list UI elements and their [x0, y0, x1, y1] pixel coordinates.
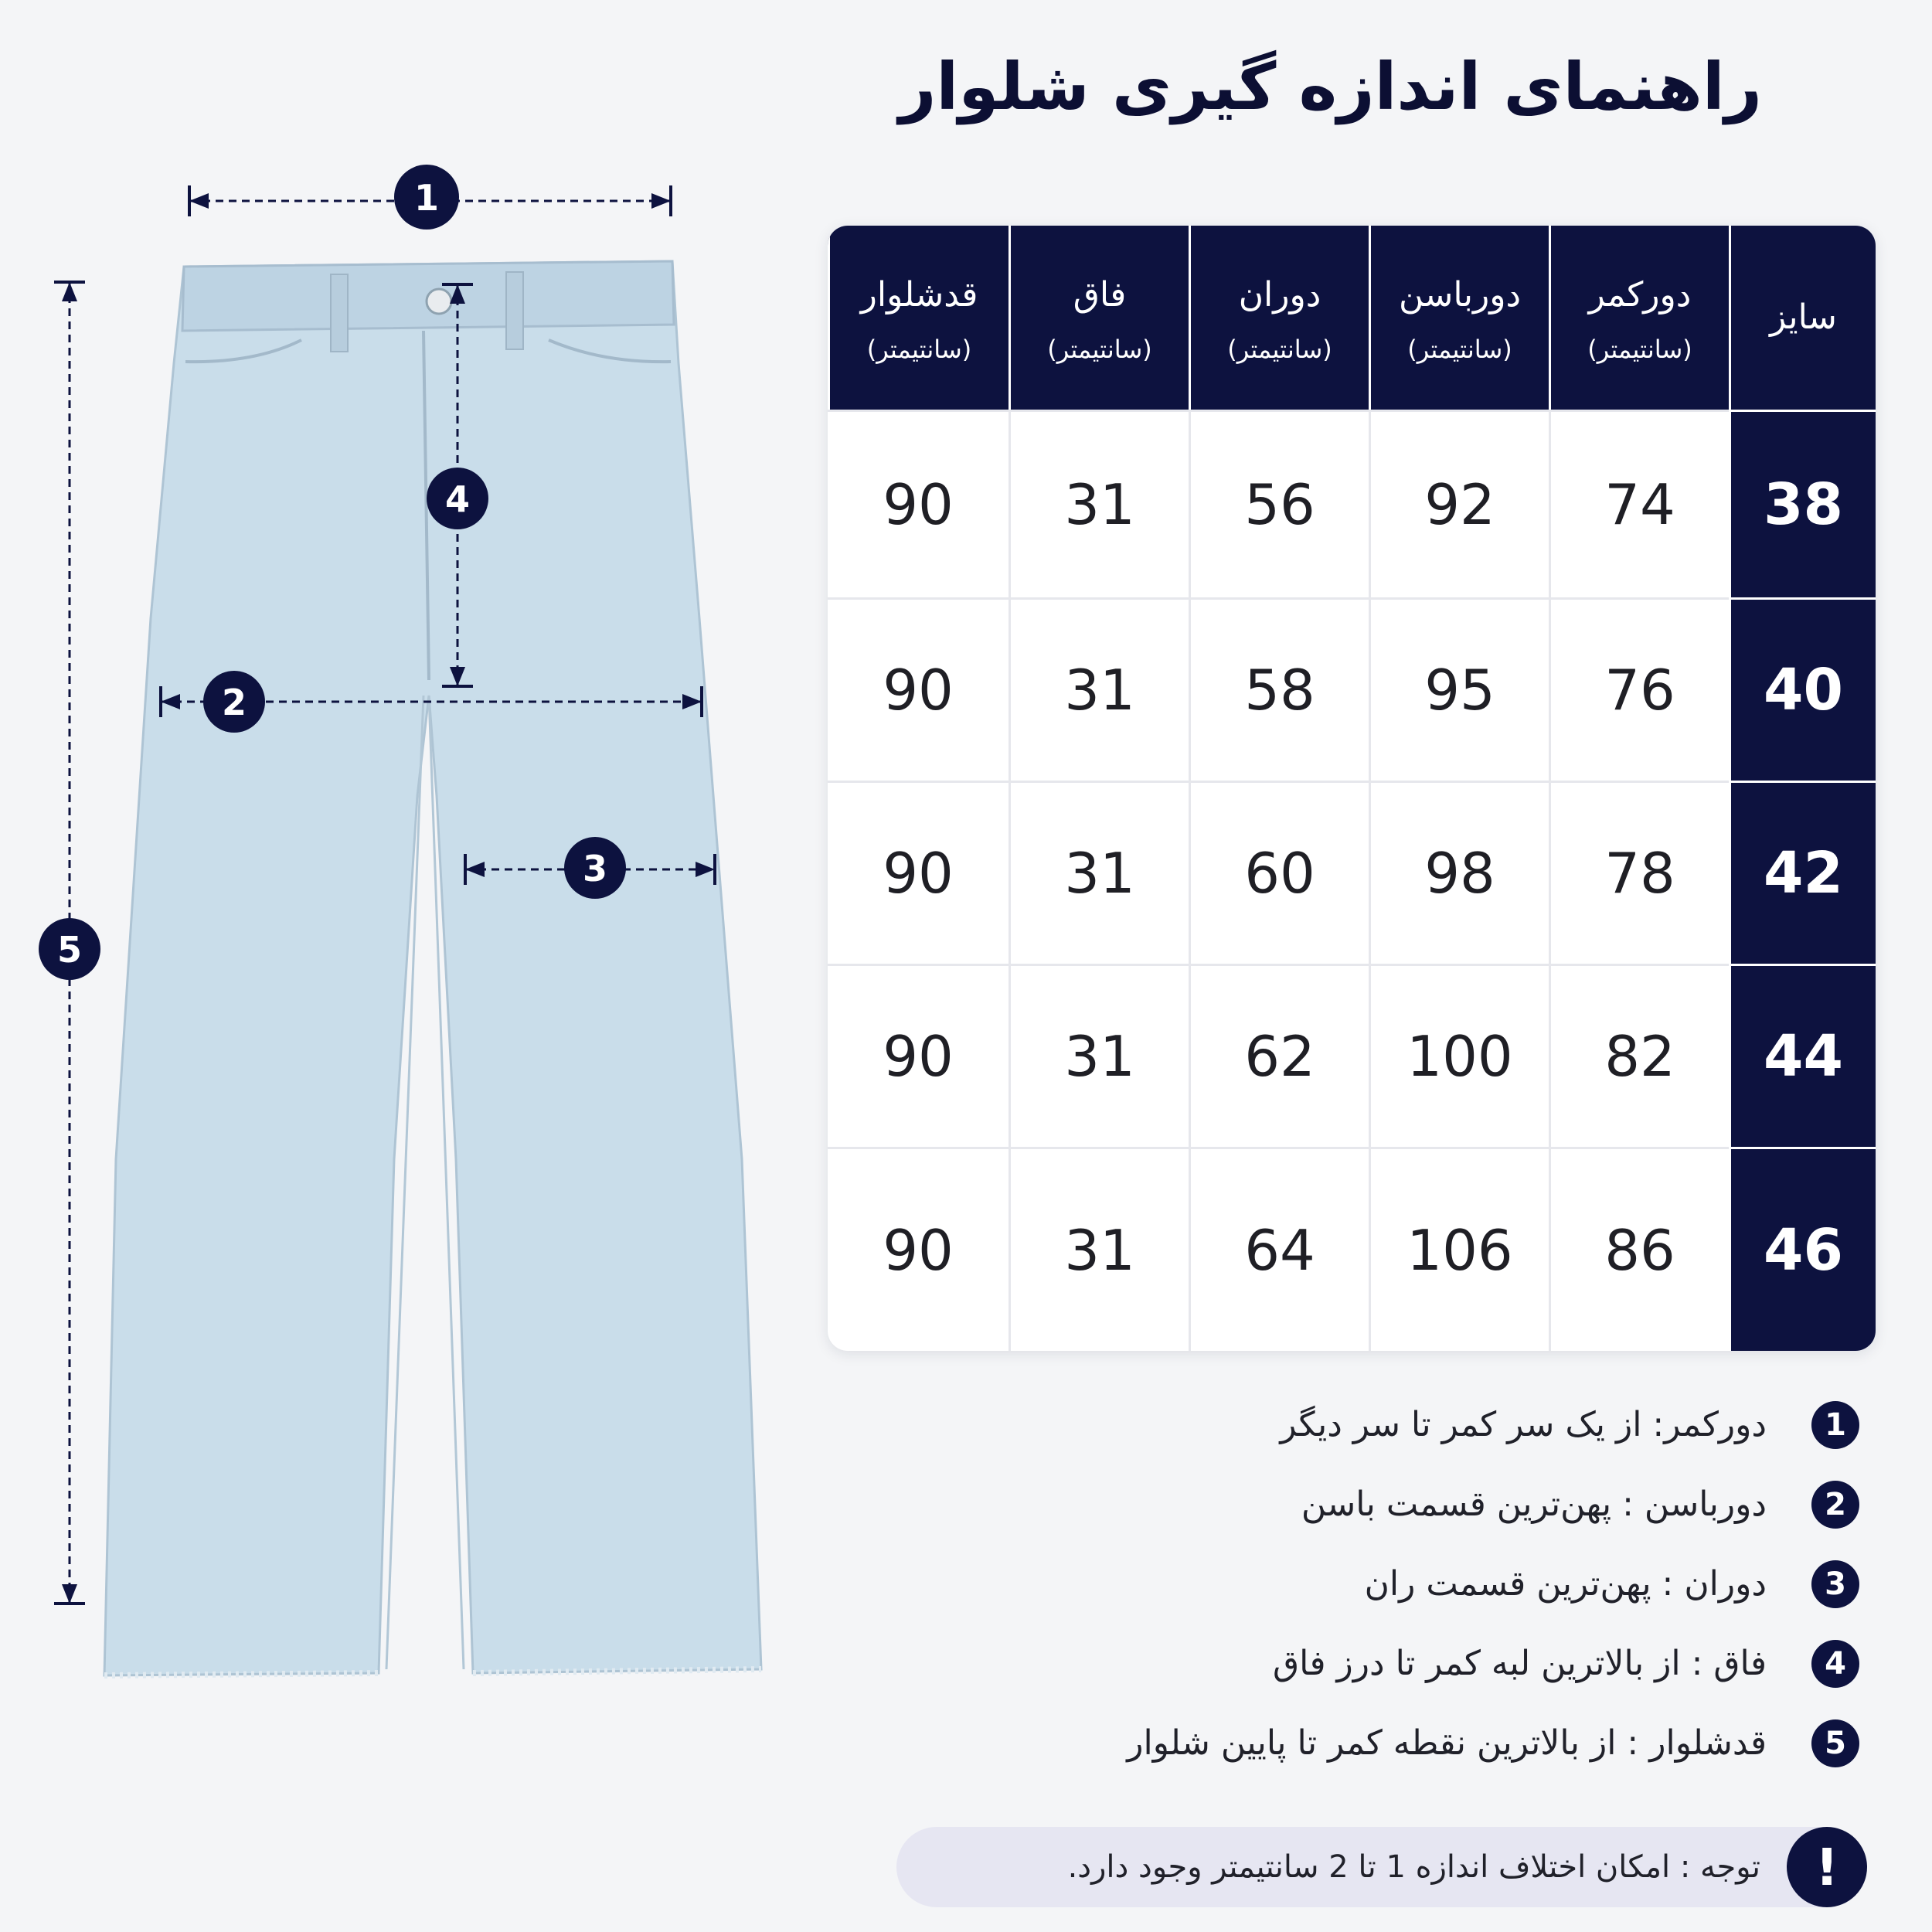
marker-3-label: 3: [582, 848, 608, 889]
legend-text: دورکمر: از یک سر کمر تا سر دیگر: [1280, 1405, 1767, 1444]
waist-cell: 82: [1549, 964, 1729, 1147]
legend-number-badge: 2: [1811, 1481, 1859, 1529]
waist-cell: 76: [1549, 597, 1729, 781]
legend-item: [850, 1385, 1859, 1464]
waist-cell: 74: [1549, 410, 1729, 597]
header-length: قدشلوار (سانتیمتر): [828, 226, 1009, 410]
belt-loop: [331, 274, 348, 352]
hip-cell: 106: [1369, 1147, 1549, 1351]
size-cell: 44: [1729, 964, 1876, 1147]
legend-item: [850, 1464, 1859, 1544]
jeans-body: [104, 261, 761, 1675]
length-cell: 90: [828, 597, 1009, 781]
legend-number-badge: 4: [1811, 1640, 1859, 1688]
header-hip: دورباسن (سانتیمتر): [1369, 226, 1549, 410]
rise-cell: 31: [1009, 781, 1189, 964]
legend-item: [850, 1703, 1859, 1783]
header-size: سایز: [1729, 226, 1876, 410]
rise-cell: 31: [1009, 597, 1189, 781]
length-cell: 90: [828, 781, 1009, 964]
thigh-cell: 58: [1189, 597, 1369, 781]
legend-item: [850, 1624, 1859, 1703]
page-title: راهنمای اندازه گیری شلوار: [899, 49, 1762, 124]
size-cell: 42: [1729, 781, 1876, 964]
marker-2-label: 2: [221, 682, 247, 723]
size-cell: 38: [1729, 410, 1876, 597]
hip-cell: 100: [1369, 964, 1549, 1147]
note-text: توجه : امکان اختلاف اندازه 1 تا 2 سانتیمتر وجود دارد.: [1067, 1849, 1760, 1885]
size-table: [828, 226, 1876, 1351]
header-waist: دورکمر (سانتیمتر): [1549, 226, 1729, 410]
legend-text: فاق : از بالاترین لبه کمر تا درز فاق: [1272, 1644, 1767, 1683]
waist-cell: 78: [1549, 781, 1729, 964]
hip-cell: 95: [1369, 597, 1549, 781]
waist-cell: 86: [1549, 1147, 1729, 1351]
length-cell: 90: [828, 1147, 1009, 1351]
rise-cell: 31: [1009, 964, 1189, 1147]
hip-cell: 92: [1369, 410, 1549, 597]
legend-text: قدشلوار : از بالاترین نقطه کمر تا پایین شلوار: [1127, 1723, 1767, 1763]
length-cell: 90: [828, 410, 1009, 597]
thigh-cell: 62: [1189, 964, 1369, 1147]
marker-4-label: 4: [444, 478, 471, 520]
belt-loop: [506, 272, 523, 349]
thigh-cell: 60: [1189, 781, 1369, 964]
length-cell: 90: [828, 964, 1009, 1147]
legend-text: دوران : پهن‌ترین قسمت ران: [1364, 1564, 1767, 1604]
tolerance-note: [896, 1827, 1862, 1907]
thigh-cell: 64: [1189, 1147, 1369, 1351]
legend-text: دورباسن : پهن‌ترین قسمت باسن: [1301, 1485, 1767, 1524]
size-cell: 40: [1729, 597, 1876, 781]
hip-cell: 98: [1369, 781, 1549, 964]
header-thigh: دوران (سانتیمتر): [1189, 226, 1369, 410]
marker-1-label: 1: [413, 177, 440, 219]
marker-5-label: 5: [56, 929, 83, 971]
legend-number-badge: 5: [1811, 1719, 1859, 1767]
measurement-legend: [850, 1385, 1859, 1783]
legend-number-badge: 3: [1811, 1560, 1859, 1608]
jeans-button: [427, 289, 451, 314]
rise-cell: 31: [1009, 1147, 1189, 1351]
size-cell: 46: [1729, 1147, 1876, 1351]
thigh-cell: 56: [1189, 410, 1369, 597]
header-rise: فاق (سانتیمتر): [1009, 226, 1189, 410]
exclamation-icon: !: [1787, 1827, 1867, 1907]
rise-cell: 31: [1009, 410, 1189, 597]
jeans-illustration: [0, 0, 819, 1777]
legend-item: [850, 1544, 1859, 1624]
legend-number-badge: 1: [1811, 1401, 1859, 1449]
